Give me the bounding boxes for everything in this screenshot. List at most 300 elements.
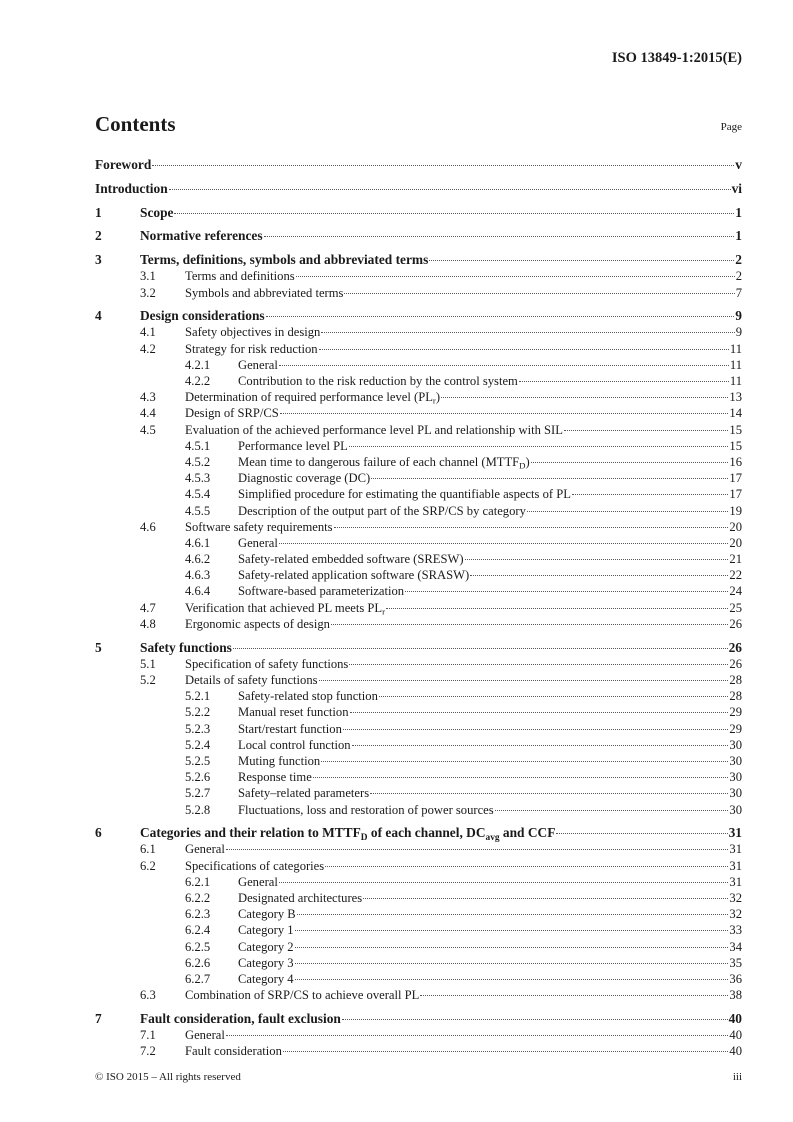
toc-entry-page: 30 [729, 753, 742, 768]
toc-entry-page: 32 [729, 891, 742, 906]
toc-entry-title [185, 1043, 282, 1059]
toc-entry-page: 30 [729, 770, 742, 785]
dot-leader [325, 866, 728, 867]
title-text: General [238, 357, 278, 372]
toc-entry-number: 2 [95, 228, 102, 244]
title-text: Introduction [95, 180, 168, 196]
page-column-label: Page [720, 121, 742, 133]
title-text: Ergonomic aspects of design [185, 616, 330, 631]
toc-entry-number: 4.5.1 [185, 438, 211, 453]
dot-leader [363, 898, 728, 899]
toc-entry-title [185, 987, 419, 1003]
toc-entry-number: 3.2 [140, 285, 156, 300]
title-text: Performance level PL [238, 438, 348, 453]
toc-entry[interactable] [95, 841, 742, 857]
toc-entry-number: 6.2.6 [185, 955, 211, 970]
toc-entry-page: 26 [729, 616, 742, 631]
title-text: Local control function [238, 737, 351, 752]
toc-entry[interactable] [95, 672, 742, 688]
toc-entry-page: 9 [735, 308, 742, 324]
title-text: Diagnostic coverage (DC) [238, 471, 371, 486]
toc-entry-title [95, 157, 151, 173]
toc-entry-number: 4.1 [140, 325, 156, 340]
dot-leader [283, 1051, 729, 1052]
toc-entry-title [185, 1027, 225, 1043]
toc-entry-title [238, 890, 362, 906]
toc-entry-title [238, 438, 348, 454]
toc-entry[interactable] [95, 769, 742, 785]
toc-entry[interactable] [95, 535, 742, 551]
toc-entry-number: 4.2.2 [185, 374, 211, 389]
toc-entry-number: 4 [95, 308, 102, 324]
title-text: Design of SRP/CS [185, 406, 279, 421]
toc-entry[interactable] [95, 600, 742, 616]
toc-entry[interactable] [95, 955, 742, 971]
title-text: Safety functions [140, 639, 232, 655]
toc-entry-page: 2 [735, 252, 742, 268]
toc-entry-page: 11 [729, 374, 742, 389]
toc-entry-page: 13 [729, 390, 742, 405]
toc-entry-page: 36 [729, 971, 742, 986]
title-text: Fault consideration [185, 1044, 282, 1059]
toc-entry-number: 5.2.5 [185, 753, 211, 768]
dot-leader [342, 1019, 728, 1020]
toc-entry[interactable] [95, 640, 742, 656]
title-subscript: D [519, 460, 526, 471]
toc-entry-number: 4.5.2 [185, 454, 211, 469]
page-title: Contents [95, 112, 176, 136]
toc-entry-number: 4.5.5 [185, 503, 211, 518]
toc-entry-number: 6.2.1 [185, 874, 211, 889]
toc-entry-title [238, 688, 378, 704]
title-text: Category 4 [238, 971, 294, 986]
toc-entry-title [185, 616, 330, 632]
title-text: Fault consideration, fault exclusion [140, 1010, 341, 1026]
toc-entry-page: 28 [729, 673, 742, 687]
title-text: Details of safety functions [185, 673, 318, 687]
toc-entry-title [185, 285, 343, 301]
toc-entry-page: 38 [729, 988, 742, 1003]
toc-entry-page: 20 [729, 519, 742, 534]
title-text: Verification that achieved PL meets PL [185, 600, 383, 615]
toc-entry-page: 15 [729, 438, 742, 453]
toc-entry[interactable] [95, 1027, 742, 1043]
toc-entry-page: 31 [728, 825, 742, 841]
dot-leader [331, 624, 728, 625]
toc-entry-title [238, 551, 464, 567]
toc-entry-page: 22 [729, 568, 742, 583]
title-subscript: D [360, 833, 368, 844]
toc-entry-title [238, 721, 342, 737]
dot-leader [279, 882, 729, 883]
title-text: Safety–related parameters [238, 786, 370, 801]
toc-entry-number: 4.6 [140, 519, 156, 534]
title-text-tail: and CCF [499, 825, 556, 841]
title-text: Manual reset function [238, 705, 349, 720]
toc-entry-number: 5.2 [140, 673, 156, 687]
toc-entry-title [185, 656, 348, 672]
toc-entry-page: 20 [729, 535, 742, 550]
title-text: Specification of safety functions [185, 656, 349, 671]
toc-entry[interactable] [95, 922, 742, 938]
dot-leader [386, 608, 728, 609]
dot-leader [295, 930, 729, 931]
toc-entry-page: 26 [728, 639, 742, 655]
toc-entry-number: 5.2.1 [185, 689, 211, 704]
toc-entry[interactable] [95, 890, 742, 906]
toc-entry[interactable] [95, 583, 742, 599]
toc-entry-number: 4.6.3 [185, 568, 211, 583]
dot-leader [297, 914, 729, 915]
toc-entry-title [238, 567, 469, 583]
toc-entry[interactable] [95, 737, 742, 753]
toc-entry-number: 5.2.3 [185, 721, 211, 736]
toc-entry[interactable] [95, 753, 742, 769]
toc-entry-page: 25 [729, 600, 742, 615]
toc-entry[interactable] [95, 688, 742, 704]
toc-entry-title [185, 422, 563, 438]
title-text: Normative references [140, 228, 263, 244]
copyright-notice: © ISO 2015 – All rights reserved [95, 1071, 241, 1083]
dot-leader [279, 543, 729, 544]
dot-leader [470, 575, 728, 576]
title-text: Categories and their relation to MTTF [140, 825, 361, 841]
toc-entry-number: 4.5 [140, 422, 156, 437]
toc-entry-title [95, 181, 168, 197]
dot-leader [264, 236, 735, 237]
toc-entry[interactable] [95, 519, 742, 535]
dot-leader [441, 397, 728, 398]
title-text: Strategy for risk reduction [185, 341, 318, 356]
dot-leader [295, 947, 729, 948]
dot-leader [319, 349, 729, 350]
toc-entry-number: 4.6.4 [185, 584, 211, 599]
toc-entry[interactable] [95, 1011, 742, 1027]
toc-entry[interactable] [95, 858, 742, 874]
dot-leader [370, 793, 728, 794]
dot-leader [371, 478, 728, 479]
toc-entry-number: 5 [95, 639, 102, 655]
toc-entry-number: 4.4 [140, 406, 156, 421]
title-text: Foreword [95, 157, 152, 172]
dot-leader [465, 559, 729, 560]
toc-entry-page: 11 [729, 357, 742, 372]
toc-entry-page: 21 [729, 552, 742, 567]
toc-entry-page: 40 [728, 1010, 742, 1026]
title-text-tail: ) [435, 390, 441, 405]
toc-entry-page: 19 [729, 503, 742, 518]
toc-entry[interactable] [95, 503, 742, 519]
toc-entry[interactable] [95, 486, 742, 502]
dot-leader [344, 293, 734, 294]
toc-entry-title [238, 753, 320, 769]
toc-entry-title [185, 600, 385, 616]
toc-entry[interactable] [95, 422, 742, 438]
toc-entry[interactable] [95, 802, 742, 818]
page-number: iii [732, 1071, 742, 1083]
title-text: Fluctuations, loss and restoration of power sources [238, 802, 494, 817]
dot-leader [349, 664, 728, 665]
title-text: Designated architectures [238, 891, 363, 906]
toc-entry-page: 11 [729, 341, 742, 356]
toc-entry-number: 4.2.1 [185, 357, 211, 372]
toc-entry-page: 33 [729, 923, 742, 938]
toc-entry-number: 4.8 [140, 616, 156, 631]
toc-entry-title [238, 802, 494, 818]
toc-entry-title [238, 535, 278, 551]
toc-entry-page: 9 [735, 325, 742, 340]
toc-entry-number: 4.7 [140, 600, 156, 615]
dot-leader [319, 680, 729, 681]
toc-entry-page: 29 [729, 721, 742, 736]
toc-entry-page: 26 [729, 656, 742, 671]
toc-entry[interactable] [95, 825, 742, 844]
dot-leader [334, 527, 729, 528]
title-text: Safety objectives in design [185, 325, 321, 340]
toc-entry-page: 7 [735, 285, 742, 300]
toc-entry-title [140, 825, 556, 844]
toc-entry-page: 40 [729, 1028, 742, 1043]
toc-entry[interactable] [95, 324, 742, 340]
toc-entry-number: 6.1 [140, 842, 156, 857]
toc-entry[interactable] [95, 656, 742, 672]
title-text: Safety-related application software (SRASW) [238, 568, 470, 583]
title-text: Design considerations [140, 308, 265, 324]
toc-entry[interactable] [95, 308, 742, 324]
title-text: Software-based parameterization [238, 584, 405, 599]
toc-entry-page: 34 [729, 939, 742, 954]
dot-leader [495, 810, 729, 811]
toc-entry-number: 4.5.4 [185, 487, 211, 502]
title-text: Description of the output part of the SRP/CS by category [238, 503, 526, 518]
toc-entry-title [185, 268, 295, 284]
title-text: Evaluation of the achieved performance level PL and relationship with SIL [185, 422, 563, 437]
title-text: Scope [140, 204, 174, 220]
toc-entry-page: 16 [729, 454, 742, 469]
toc-entry-page: 1 [735, 204, 742, 220]
toc-entry-page: vi [731, 180, 742, 196]
title-text: Software safety requirements [185, 519, 333, 534]
toc-entry-number: 5.2.7 [185, 786, 211, 801]
dot-leader [352, 745, 729, 746]
toc-entry-title [185, 405, 279, 421]
toc-entry[interactable] [95, 357, 742, 373]
toc-entry[interactable] [95, 704, 742, 720]
toc-entry-title [140, 228, 263, 244]
toc-entry-title [238, 971, 294, 987]
toc-entry-page: 35 [729, 955, 742, 970]
toc-entry[interactable] [95, 389, 742, 405]
toc-entry-number: 5.2.4 [185, 737, 211, 752]
toc-entry-title [238, 704, 349, 720]
title-text: Category 3 [238, 955, 294, 970]
dot-leader [321, 332, 734, 333]
toc-entry-number: 4.2 [140, 341, 156, 356]
toc-entry[interactable] [95, 1043, 742, 1059]
title-text: Category 2 [238, 939, 294, 954]
title-text: Category B [238, 907, 296, 922]
dot-leader [531, 462, 729, 463]
toc-entry-title [140, 1011, 341, 1027]
toc-entry-number: 6.2.3 [185, 907, 211, 922]
toc-entry[interactable] [95, 906, 742, 922]
dot-leader [280, 413, 729, 414]
dot-leader [226, 1035, 729, 1036]
dot-leader [429, 260, 734, 261]
dot-leader [296, 276, 735, 277]
toc-entry-title [238, 357, 278, 373]
toc-entry-title [140, 252, 428, 268]
title-text: Response time [238, 770, 312, 785]
toc-entry[interactable] [95, 616, 742, 632]
toc-entry-number: 6 [95, 825, 102, 841]
title-text: General [238, 874, 278, 889]
dot-leader [349, 446, 729, 447]
toc-entry-title [140, 640, 232, 656]
toc-entry[interactable] [95, 567, 742, 583]
toc-entry-page: 31 [729, 842, 742, 857]
title-text: Mean time to dangerous failure of each channel (MTTF [238, 454, 520, 469]
toc-entry-number: 5.2.6 [185, 770, 211, 785]
toc-entry[interactable] [95, 721, 742, 737]
toc-entry-number: 7.1 [140, 1028, 156, 1043]
title-text: Determination of required performance level (PL [185, 390, 433, 405]
toc-entry-title [238, 503, 526, 519]
dot-leader [379, 696, 729, 697]
title-text: Simplified procedure for estimating the quantifiable aspects of PL [238, 487, 571, 502]
toc-entry-title [238, 955, 294, 971]
dot-leader [564, 430, 728, 431]
toc-entry[interactable] [95, 181, 742, 197]
toc-entry-title [238, 470, 370, 486]
dot-leader [572, 494, 728, 495]
title-text: Specifications of categories [185, 858, 325, 873]
toc-entry-title [185, 324, 320, 340]
toc-entry[interactable] [95, 373, 742, 389]
toc-entry[interactable] [95, 252, 742, 268]
toc-entry-title [238, 922, 294, 938]
toc-entry-page: 29 [729, 705, 742, 720]
toc-entry-number: 4.6.2 [185, 552, 211, 567]
toc-entry[interactable] [95, 971, 742, 987]
toc-entry[interactable] [95, 785, 742, 801]
toc-entry-title [238, 874, 278, 890]
footer [95, 1071, 742, 1083]
title-text: Contribution to the risk reduction by the control system [238, 374, 518, 389]
toc-entry-page: 30 [729, 737, 742, 752]
toc-entry-number: 5.1 [140, 656, 156, 671]
dot-leader [233, 648, 728, 649]
toc-entry-page: 30 [729, 786, 742, 801]
toc-entry-page: 32 [729, 907, 742, 922]
toc-entry[interactable] [95, 939, 742, 955]
toc-entry[interactable] [95, 551, 742, 567]
toc-entry[interactable] [95, 205, 742, 221]
title-text: Muting function [238, 753, 321, 768]
dot-leader [266, 316, 735, 317]
toc-entry-page: 1 [735, 228, 742, 244]
toc-entry-page: 40 [729, 1044, 742, 1059]
title-text: Combination of SRP/CS to achieve overall PL [185, 988, 420, 1003]
toc-entry-number: 4.3 [140, 390, 156, 405]
dot-leader [174, 213, 734, 214]
title-subscript: avg [485, 833, 500, 844]
toc-entry-number: 6.3 [140, 988, 156, 1003]
dot-leader [279, 365, 729, 366]
title-text: Symbols and abbreviated terms [185, 285, 344, 300]
toc-entry-title [185, 672, 318, 688]
toc-entry-number: 6.2.4 [185, 923, 211, 938]
toc-entry-number: 1 [95, 204, 102, 220]
toc-entry-page: 24 [729, 584, 742, 599]
toc-entry[interactable] [95, 157, 742, 173]
title-subscript: r [432, 395, 436, 406]
dot-leader [169, 189, 731, 190]
dot-leader [527, 511, 729, 512]
toc-entry-title [238, 583, 404, 599]
toc-entry-title [238, 486, 571, 502]
toc-entry[interactable] [95, 438, 742, 454]
title-text: Category 1 [238, 923, 294, 938]
toc-entry[interactable] [95, 405, 742, 421]
toc-entry-number: 4.6.1 [185, 535, 211, 550]
toc-entry[interactable] [95, 987, 742, 1003]
title-text: General [185, 842, 225, 857]
toc-entry-page: 17 [729, 471, 742, 486]
toc-entry-number: 6.2.2 [185, 891, 211, 906]
dot-leader [295, 963, 729, 964]
toc-entry-title [185, 519, 333, 535]
toc-entry-title [140, 308, 265, 324]
dot-leader [152, 165, 734, 166]
dot-leader [556, 833, 727, 834]
toc-entry-number: 7.2 [140, 1044, 156, 1059]
toc-entry[interactable] [95, 341, 742, 357]
toc-entry[interactable] [95, 454, 742, 470]
dot-leader [350, 712, 729, 713]
toc-entry[interactable] [95, 228, 742, 244]
toc-entry-number: 3 [95, 252, 102, 268]
toc-entry[interactable] [95, 268, 742, 284]
toc-entry-page: 31 [729, 858, 742, 873]
title-text: Terms and definitions [185, 269, 295, 284]
toc-entry[interactable] [95, 874, 742, 890]
toc-entry-title [185, 858, 324, 874]
toc-entry-number: 3.1 [140, 269, 156, 284]
toc-entry-title [185, 841, 225, 857]
toc-entry-title [238, 737, 351, 753]
toc-entry[interactable] [95, 470, 742, 486]
title-text-tail: of each channel, DC [367, 825, 486, 841]
toc-entry-page: 30 [729, 802, 742, 817]
toc-entry-number: 5.2.8 [185, 802, 211, 817]
toc-entry-page: 17 [729, 487, 742, 502]
toc-entry[interactable] [95, 285, 742, 301]
toc-entry-title [238, 785, 369, 801]
dot-leader [405, 591, 728, 592]
toc-entry-page: 15 [729, 422, 742, 437]
title-text: Terms, definitions, symbols and abbreviated terms [140, 252, 429, 268]
dot-leader [226, 849, 729, 850]
title-text: General [185, 1028, 225, 1043]
title-text: Safety-related stop function [238, 689, 378, 704]
table-of-contents [95, 157, 742, 1060]
toc-entry-title [140, 205, 173, 221]
toc-entry-title [238, 769, 312, 785]
toc-entry-page: 2 [735, 269, 742, 284]
title-text-tail: ) [525, 454, 530, 469]
toc-entry-title [238, 939, 294, 955]
